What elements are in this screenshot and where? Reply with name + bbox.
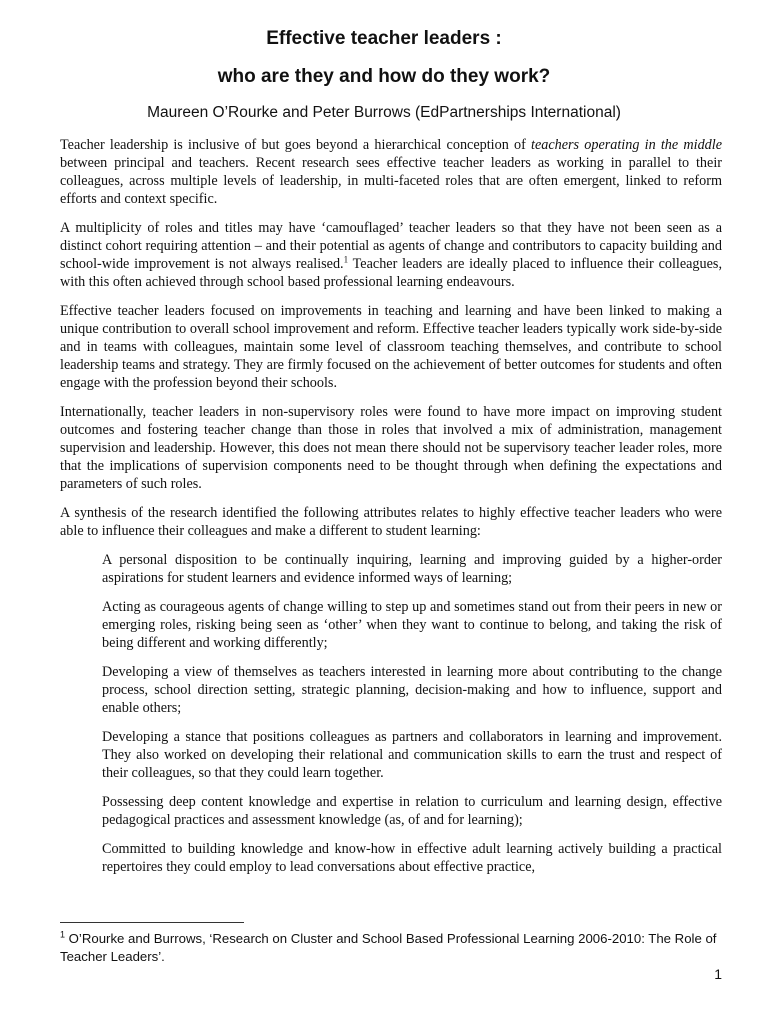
paragraph-5: A synthesis of the research identified the following attributes relates to highly effective teacher leaders who were able to influence their colleagues and make a different to student learning: — [60, 505, 722, 539]
paragraph-2-text-b: Teacher leaders are ideally placed to influence their colleagues, with this often achieved through school based professional learning endeavours. — [60, 256, 722, 290]
attribute-item: Committed to building knowledge and know-how in effective adult learning actively building a practical repertoires they could employ to lead conversations about effective practice, — [102, 841, 722, 875]
paragraph-3: Effective teacher leaders focused on improvements in teaching and learning and have been linked to making a unique contribution to overall school improvement and reform. Effective teacher leaders typically work side-by-side and in teams with colleagues, maintain some level of classroom teaching themselves, and contribute to school leadership teams and strategy. They are firmly focused on the achievement of better outcomes for students and often engage with the profession beyond their schools. — [60, 303, 722, 391]
document-title-line-2: who are they and how do they work? — [217, 66, 551, 87]
paragraph-4: Internationally, teacher leaders in non-supervisory roles were found to have more impact on improving student outcomes and fostering teacher change than those in roles that involved a mix of administration, management supervision and leadership. However, this does not mean there should not be supervisory teacher leader roles, more that the implications of supervision components need to be thought through when defining the expectations and parameters of such roles. — [60, 404, 722, 492]
footnote-divider — [60, 922, 244, 923]
footnote-text: O’Rourke and Burrows, ‘Research on Cluster and School Based Professional Learning 2006-2010: The Role of Teacher Leaders’. — [60, 931, 717, 964]
authors-line: Maureen O’Rourke and Peter Burrows (EdPartnerships International) — [147, 104, 621, 121]
attribute-item: A personal disposition to be continually inquiring, learning and improving guided by a higher-order aspirations for student learners and evidence informed ways of learning; — [102, 552, 722, 586]
footnote — [60, 930, 720, 966]
attribute-item: Developing a stance that positions colleagues as partners and collaborators in learning and improvement. They also worked on developing their relational and communication skills to earn the trust and respect of their colleagues, so that they could learn together. — [102, 729, 722, 781]
footnote-reference[interactable]: 1 — [343, 254, 349, 265]
attribute-item: Possessing deep content knowledge and expertise in relation to curriculum and learning design, effective pedagogical practices and assessment knowledge (as, of and for learning); — [102, 794, 722, 828]
page-number: 1 — [714, 966, 722, 982]
body-text — [60, 136, 722, 887]
document-title-line-1: Effective teacher leaders : — [266, 28, 502, 49]
attribute-item: Developing a view of themselves as teachers interested in learning more about contributing to the change process, school direction setting, strategic planning, decision-making and how to influence, support and enable others; — [102, 664, 722, 716]
paragraph-1-text-b: between principal and teachers. Recent research sees effective teacher leaders as working in parallel to their colleagues, across multiple levels of leadership, in multi-faceted roles that are often emergent, linked to reform efforts and context specific. — [60, 155, 722, 207]
attributes-list — [60, 551, 722, 876]
paragraph-1 — [60, 136, 722, 208]
paragraph-1-italic: teachers operating in the middle — [531, 137, 723, 153]
attribute-item: Acting as courageous agents of change willing to step up and sometimes stand out from their peers in new or emerging roles, risking being seen as ‘other’ when they want to continue to belong, and taking the risk of being different and working differently; — [102, 599, 722, 651]
paragraph-1-text-a: Teacher leadership is inclusive of but goes beyond a hierarchical conception of — [60, 137, 532, 153]
paragraph-2-text-a: A multiplicity of roles and titles may have ‘camouflaged’ teacher leaders so that they have not been seen as a distinct cohort requiring attention – and their potential as agents of change and contributors to capacity building and school-wide improvement is not always realised. — [60, 220, 722, 272]
footnote-marker: 1 — [60, 929, 66, 940]
paragraph-2 — [60, 219, 722, 291]
